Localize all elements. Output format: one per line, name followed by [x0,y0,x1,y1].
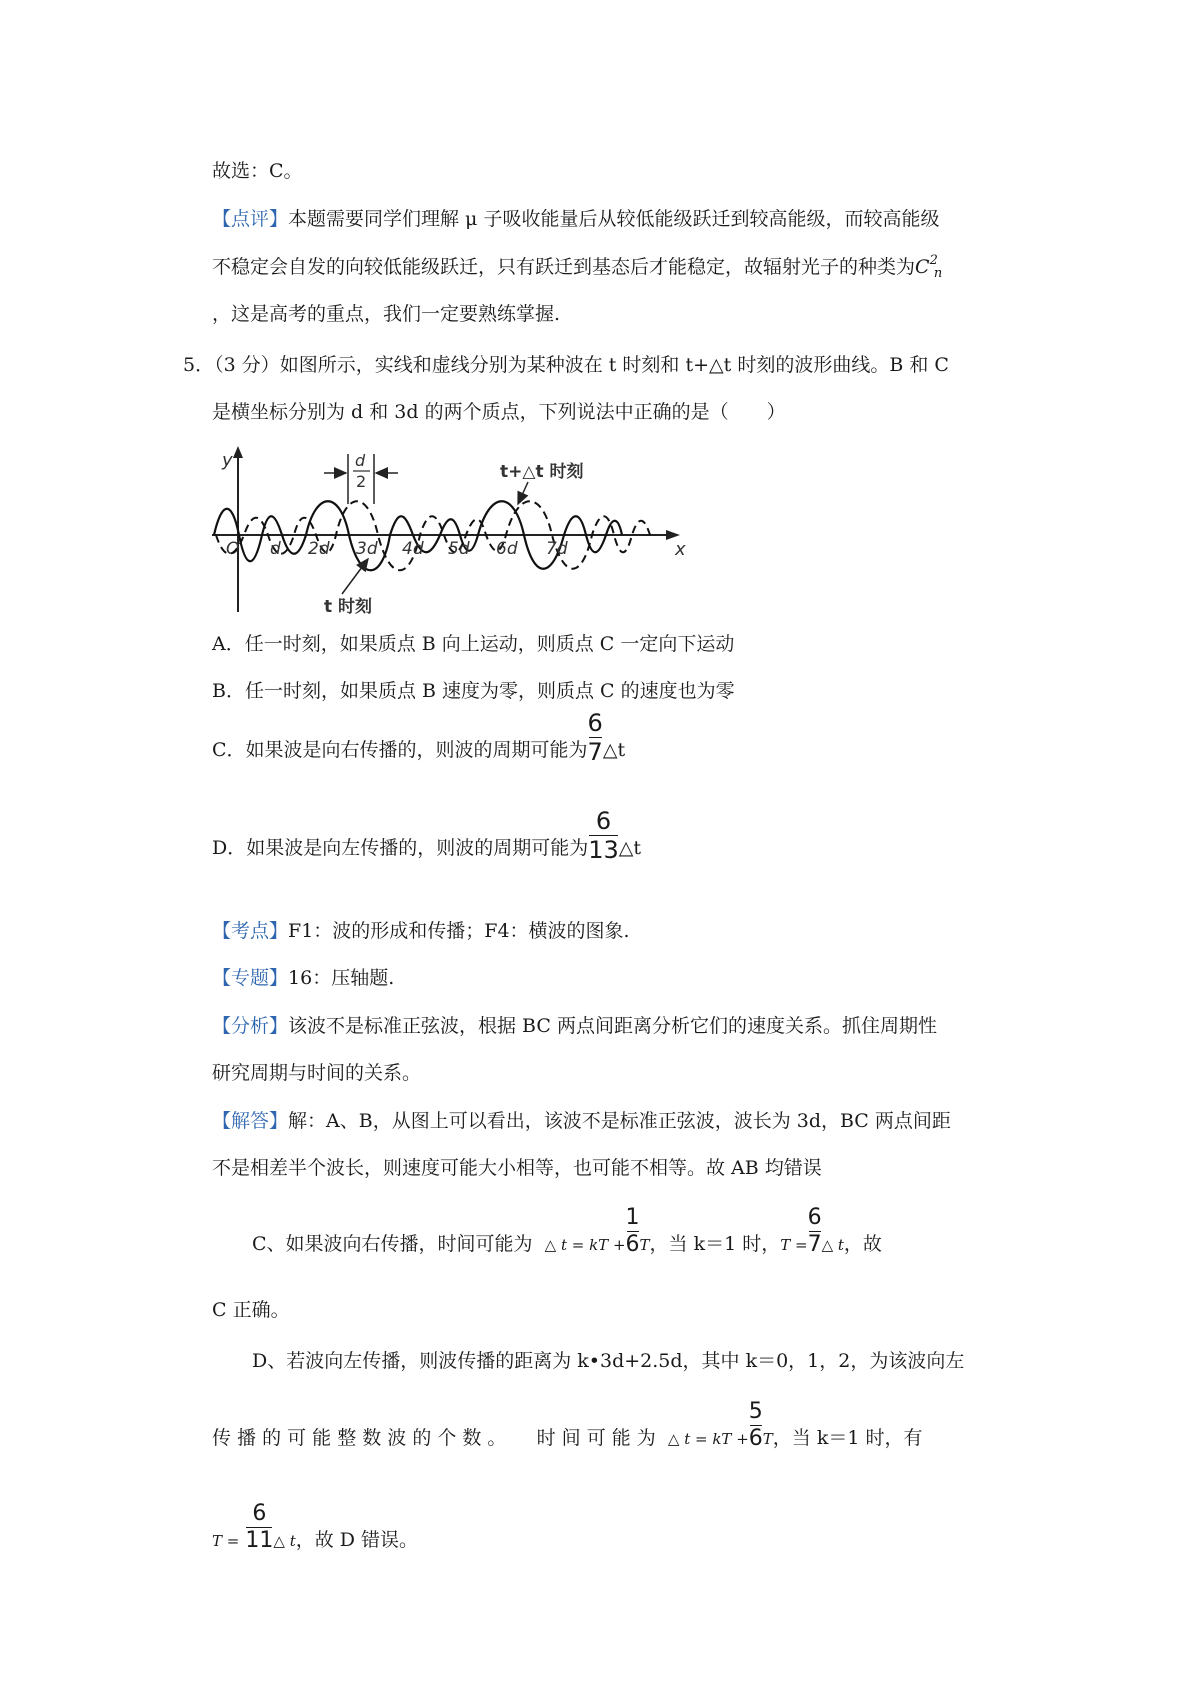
zhuanti-text: 16：压轴题. [288,967,395,989]
jieda-d-fraction-1: $\frac{5}{6}$ [748,1399,763,1451]
jieda-text-1: 解：A、B，从图上可以看出，该波不是标准正弦波，波长为 3d，BC 两点间距 [288,1110,951,1132]
option-c-text: C．如果波是向右传播的，则波的周期可能为 [212,739,588,761]
option-d-fraction: $\frac{6}{13}$ [588,807,619,864]
solid-wave-pointer [342,559,368,594]
option-c-tail: △t [602,739,626,761]
option-d [212,807,642,864]
tick-6d: 6d [496,539,518,559]
option-c-fraction: $\frac{6}{7}$ [587,709,603,766]
half-label-den: 2 [356,472,367,491]
jieda-d-line-3: T = $\frac{6}{11}$ △ t，故 D 错误。 [212,1501,419,1553]
zhuanti-tag: 【专题】 [212,967,289,989]
option-a: A．任一时刻，如果质点 B 向上运动，则质点 C 一定向下运动 [212,633,735,655]
dashed-wave-label: t+△t 时刻 [500,462,584,482]
question-line-2: 是横坐标分别为 d 和 3d 的两个质点，下列说法中正确的是（ ） [212,401,786,423]
tick-d: d [270,539,281,559]
answer-line: 故选：C。 [212,160,303,182]
fenxi-line-1 [212,1012,937,1040]
dashed-wave-pointer [518,482,528,504]
origin-label: O [226,539,240,559]
jieda-c-fraction-2: $\frac{6}{7}$ [807,1205,822,1257]
comment-tag: 【点评】 [212,208,289,230]
kaodian-line [212,917,630,945]
y-axis-label: y [222,450,233,471]
zhuanti-line [212,964,394,992]
jieda-d-line-1: D、若波向左传播，则波传播的距离为 k•3d+2.5d，其中 k＝0，1，2，为该波向左 [252,1350,965,1372]
option-d-text: D．如果波是向左传播的，则波的周期可能为 [212,837,589,859]
jieda-d-line-2: 传 播 的 可 能 整 数 波 的 个 数 。 时 间 可 能 为 △ t = kT + $\frac{5}{6}$ T，当 k＝1 时，有 [212,1399,923,1451]
solid-wave-label: t 时刻 [324,597,373,616]
jieda-tag: 【解答】 [212,1110,289,1132]
jieda-d-fraction-2: $\frac{6}{11}$ [245,1501,274,1553]
fenxi-line-2: 研究周期与时间的关系。 [212,1062,422,1084]
tick-3d: 3d [356,539,378,559]
tick-7d: 7d [546,539,568,559]
tick-2d: 2d [308,539,330,559]
jieda-line-2: 不是相差半个波长，则速度可能大小相等，也可能不相等。故 AB 均错误 [212,1157,822,1179]
fenxi-text-1: 该波不是标准正弦波，根据 BC 两点间距离分析它们的速度关系。抓住周期性 [288,1015,937,1037]
option-d-tail: △t [618,837,642,859]
comment-line-2 [212,253,942,284]
fenxi-tag: 【分析】 [212,1015,289,1037]
jieda-line-1 [212,1107,951,1135]
x-axis-label: x [675,539,686,560]
question-line-1: 5．（3 分）如图所示，实线和虚线分别为某种波在 t 时刻和 t+△t 时刻的波形曲线。B 和 C [183,354,949,376]
option-c [212,709,626,766]
comment-text-1: 本题需要同学们理解 μ 子吸收能量后从较低能级跃迁到较高能级，而较高能级 [288,208,940,230]
half-label-num: d [355,451,366,470]
comment-text-2: 不稳定会自发的向较低能级跃迁，只有跃迁到基态后才能稳定，故辐射光子的种类为 [212,256,916,278]
jieda-c-fraction-1: $\frac{1}{6}$ [625,1205,640,1257]
jieda-c-line-2: C 正确。 [212,1299,290,1321]
option-b: B．任一时刻，如果质点 B 速度为零，则质点 C 的速度也为零 [212,680,735,702]
tick-5d: 5d [448,539,470,559]
comment-line-1 [212,205,939,233]
jieda-c-line: C、如果波向右传播，时间可能为 △ t = kT + $\frac{1}{6}$ T，当 k＝1 时，T = $\frac{6}{7}$ △ t，故 [252,1205,882,1257]
tick-4d: 4d [402,539,424,559]
y-axis-arrow-icon [233,446,243,458]
comment-line-3: ，这是高考的重点，我们一定要熟练掌握. [212,303,561,325]
kaodian-text: F1：波的形成和传播；F4：横波的图象. [288,920,630,942]
wave-figure [208,444,698,616]
kaodian-tag: 【考点】 [212,920,289,942]
combination-symbol: C2n [915,253,943,281]
